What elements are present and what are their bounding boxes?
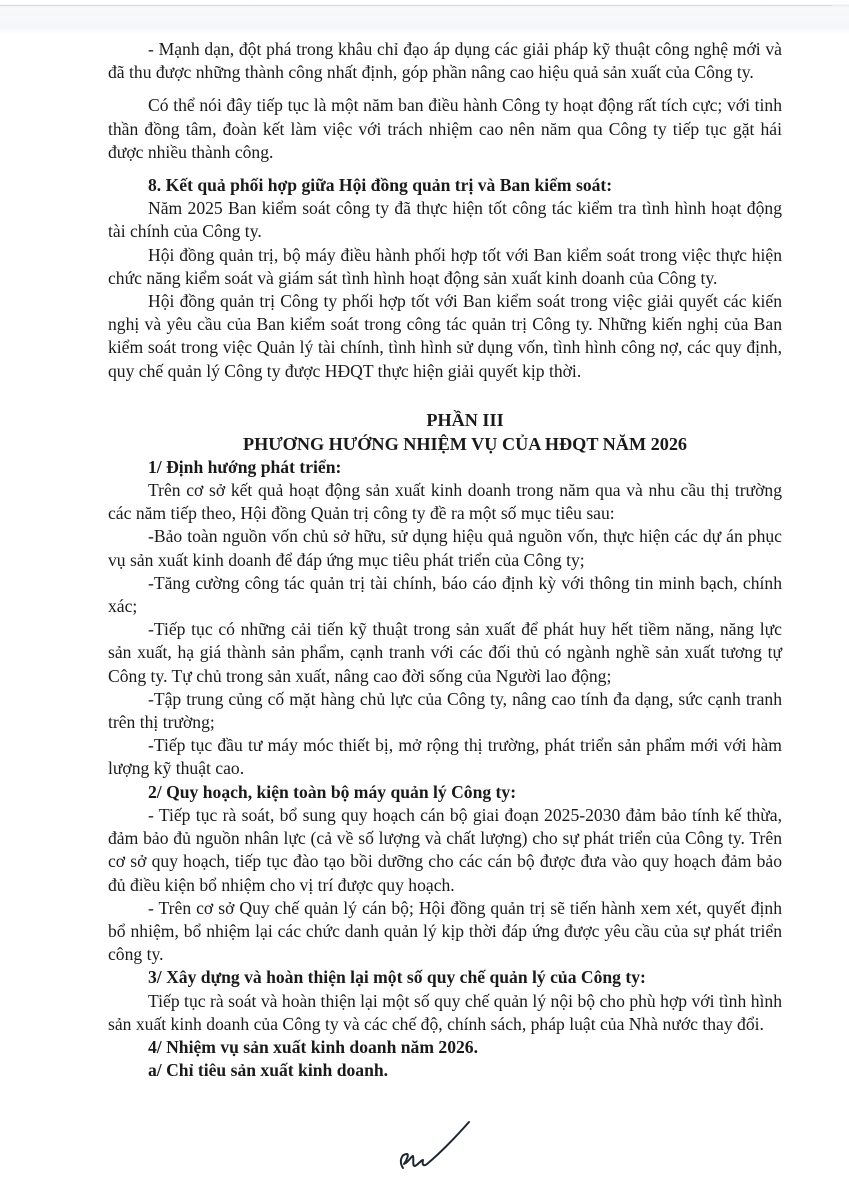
section-2-paragraph: - Tiếp tục rà soát, bổ sung quy hoạch cán bộ giai đoạn 2025-2030 đảm bảo tính kế thừa, đảm bảo đủ nguồn nhân lực (cả về số lượng và chất lượng) cho sự phát triển của Công ty. Trên cơ sở quy hoạch, tiếp tục đào tạo bồi dưỡng cho các cán bộ được đưa vào quy hoạch đảm bảo đủ điều kiện bổ nhiệm cho vị trí được quy hoạch. [108, 804, 782, 895]
document-page [108, 38, 782, 1082]
section-1-paragraph: -Tập trung củng cố mặt hàng chủ lực của Công ty, nâng cao tính đa dạng, sức cạnh tranh trên thị trường; [108, 688, 782, 733]
scan-top-rule [0, 5, 832, 6]
section-1-heading: 1/ Định hướng phát triển: [148, 456, 342, 477]
intro-paragraph: Có thể nói đây tiếp tục là một năm ban điều hành Công ty hoạt động rất tích cực; với tinh thần đồng tâm, đoàn kết làm việc với trách nhiệm cao nên năm qua Công ty tiếp tục gặt hái được nhiều thành công. [108, 95, 782, 162]
section-2-paragraph: - Trên cơ sở Quy chế quản lý cán bộ; Hội đồng quản trị sẽ tiến hành xem xét, quyết định bổ nhiệm, bổ nhiệm lại các chức danh quản lý kịp thời đáp ứng được yêu cầu của sự phát triển công ty. [108, 897, 782, 965]
section-3-heading: 3/ Xây dựng và hoàn thiện lại một số quy chế quản lý của Công ty: [148, 967, 646, 988]
section-3-paragraph: Tiếp tục rà soát và hoàn thiện lại một số quy chế quản lý nội bộ cho phù hợp với tình hình sản xuất kinh doanh của Công ty và các chế độ, chính sách, pháp luật của Nhà nước thay đổi. [108, 990, 782, 1034]
section-8-heading: 8. Kết quả phối hợp giữa Hội đồng quản trị và Ban kiểm soát: [148, 175, 613, 196]
part-subtitle: PHƯƠNG HƯỚNG NHIỆM VỤ CỦA HĐQT NĂM 2026 [242, 433, 688, 454]
intro-paragraph: - Mạnh dạn, đột phá trong khâu chỉ đạo áp dụng các giải pháp kỹ thuật công nghệ mới và đã thu được những thành công nhất định, góp phần nâng cao hiệu quả sản xuất của Công ty. [108, 39, 782, 83]
signature-stroke [401, 1122, 469, 1168]
part-title: PHẦN III [426, 409, 504, 430]
section-1-paragraph: Trên cơ sở kết quả hoạt động sản xuất kinh doanh trong năm qua và nhu cầu thị trường các năm tiếp theo, Hội đồng Quản trị công ty đề ra một số mục tiêu sau: [108, 480, 782, 524]
section-8-paragraph: Hội đồng quản trị Công ty phối hợp tốt với Ban kiểm soát trong việc giải quyết các kiến nghị và yêu cầu của Ban kiểm soát trong công tác quản trị Công ty. Những kiến nghị của Ban kiểm soát trong việc Quản lý tài chính, tình hình sử dụng vốn, tình hình công nợ, các quy định, quy chế quản lý Công ty được HĐQT thực hiện giải quyết kịp thời. [108, 291, 782, 381]
section-8-paragraph: Năm 2025 Ban kiểm soát công ty đã thực hiện tốt công tác kiểm tra tình hình hoạt động tài chính của Công ty. [108, 198, 782, 242]
section-4a-heading: a/ Chỉ tiêu sản xuất kinh doanh. [148, 1060, 389, 1081]
section-8-paragraph: Hội đồng quản trị, bộ máy điều hành phối hợp tốt với Ban kiểm soát trong việc thực hiện chức năng kiểm soát và giám sát tình hình hoạt động sản xuất kinh doanh của Công ty. [108, 244, 782, 288]
section-2-heading: 2/ Quy hoạch, kiện toàn bộ máy quản lý Công ty: [148, 781, 517, 802]
signature-icon [395, 1118, 475, 1178]
section-4-heading: 4/ Nhiệm vụ sản xuất kinh doanh năm 2026. [148, 1036, 478, 1057]
section-1-paragraph: -Tăng cường công tác quản trị tài chính, báo cáo định kỳ với thông tin minh bạch, chính xác; [108, 572, 782, 617]
section-1-paragraph: -Tiếp tục có những cải tiến kỹ thuật trong sản xuất để phát huy hết tiềm năng, năng lực sản xuất, hạ giá thành sản phẩm, cạnh tranh với các đối thủ có ngành nghề sản xuất tương tự Công ty. Tự chủ trong sản xuất, nâng cao đời sống của Người lao động; [108, 619, 782, 686]
section-1-paragraph: -Bảo toàn nguồn vốn chủ sở hữu, sử dụng hiệu quả nguồn vốn, thực hiện các dự án phục vụ sản xuất kinh doanh để đáp ứng mục tiêu phát triển của Công ty; [108, 526, 782, 570]
section-1-paragraph: -Tiếp tục đầu tư máy móc thiết bị, mở rộng thị trường, phát triển sản phẩm mới với hàm lượng kỹ thuật cao. [108, 735, 782, 779]
